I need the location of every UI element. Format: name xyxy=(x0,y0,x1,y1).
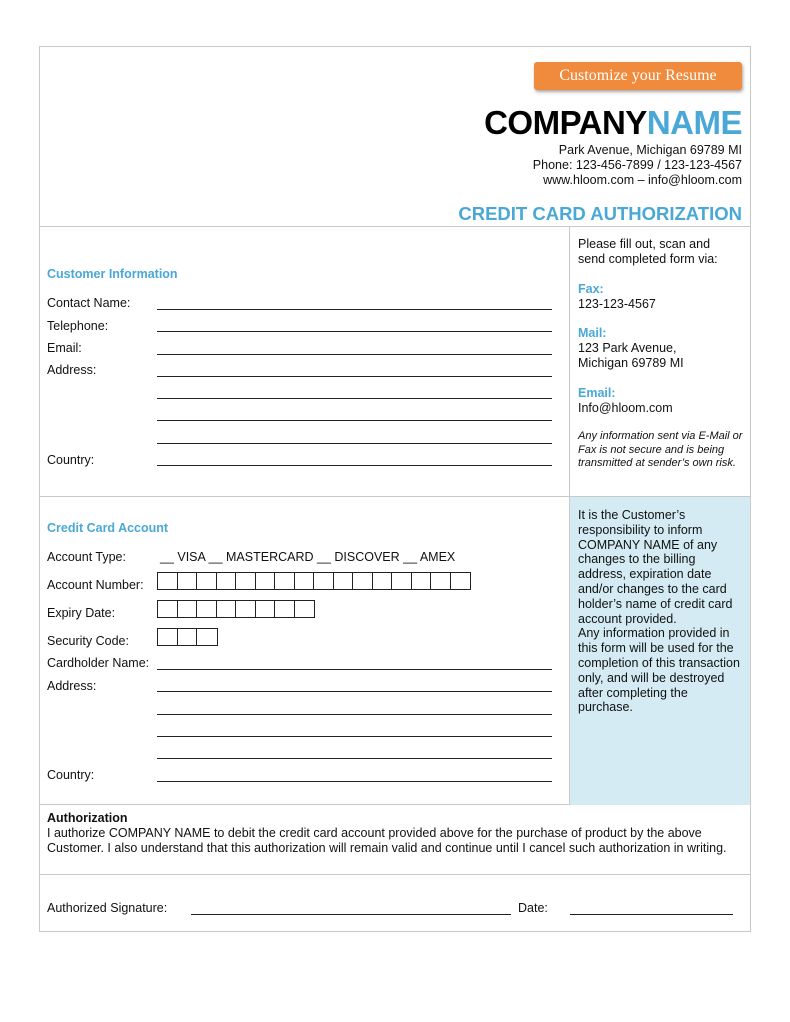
address-field-line4[interactable] xyxy=(157,443,552,444)
date-label: Date: xyxy=(518,901,548,915)
signature-label: Authorized Signature: xyxy=(47,901,168,915)
date-field[interactable] xyxy=(570,914,733,915)
email-label: Email: xyxy=(47,341,82,355)
security-code-boxes[interactable] xyxy=(157,628,218,646)
telephone-label: Telephone: xyxy=(47,319,109,333)
instructions-intro: Please fill out, scan and send completed form via: xyxy=(578,237,718,266)
email-contact-value[interactable]: Info@hloom.com xyxy=(578,401,673,415)
address-field-line1[interactable] xyxy=(157,376,552,377)
responsibility-para2: Any information provided in this form will be used for the completion of this transaction only, and will be destroyed after completing the purchase. xyxy=(578,626,740,715)
cardholder-name-field[interactable] xyxy=(157,669,552,670)
email-contact-label: Email: xyxy=(578,386,616,400)
security-warning: Any information sent via E-Mail or Fax is not secure and is being transmitted at sender’s own risk. xyxy=(578,430,743,469)
company-address: Park Avenue, Michigan 69789 MI xyxy=(558,143,742,157)
expiry-date-boxes[interactable] xyxy=(157,600,315,618)
company-web: www.hloom.com – info@hloom.com xyxy=(543,173,742,187)
security-code-label: Security Code: xyxy=(47,634,129,648)
email-field[interactable] xyxy=(157,354,552,355)
card-account-heading: Credit Card Account xyxy=(47,521,169,535)
card-address-line1[interactable] xyxy=(157,691,552,692)
cardholder-name-label: Cardholder Name: xyxy=(47,656,150,670)
account-number-boxes[interactable] xyxy=(157,572,471,590)
account-type-label: Account Type: xyxy=(47,550,126,564)
customize-resume-button[interactable]: Customize your Resume xyxy=(534,62,742,90)
company-name xyxy=(484,104,742,142)
address-field-line3[interactable] xyxy=(157,420,552,421)
account-type-options[interactable]: __ VISA __ MASTERCARD __ DISCOVER __ AMEX xyxy=(160,550,456,564)
card-address-label: Address: xyxy=(47,679,97,693)
card-address-line2[interactable] xyxy=(157,714,552,715)
country-field[interactable] xyxy=(157,465,552,466)
form-title: CREDIT CARD AUTHORIZATION xyxy=(458,203,742,224)
signature-field[interactable] xyxy=(191,914,511,915)
mail-line2: Michigan 69789 MI xyxy=(578,356,684,370)
responsibility-para1: It is the Customer’s responsibility to inform COMPANY NAME of any changes to the billing address, expiration date and/or changes to the card holder’s name of credit card account provided. xyxy=(578,508,733,626)
card-address-line4[interactable] xyxy=(157,758,552,759)
company-phone: Phone: 123-456-7899 / 123-123-4567 xyxy=(532,158,742,172)
address-field-line2[interactable] xyxy=(157,398,552,399)
contact-name-field[interactable] xyxy=(157,309,552,310)
card-country-field[interactable] xyxy=(157,781,552,782)
responsibility-text xyxy=(578,508,746,715)
account-number-label: Account Number: xyxy=(47,578,144,592)
divider-header xyxy=(39,226,751,227)
card-address-line3[interactable] xyxy=(157,736,552,737)
expiry-date-label: Expiry Date: xyxy=(47,606,116,620)
divider-authorization xyxy=(39,874,751,875)
fax-label: Fax: xyxy=(578,282,604,296)
card-country-label: Country: xyxy=(47,768,95,782)
authorization-text: I authorize COMPANY NAME to debit the credit card account provided above for the purchase of product by the above Customer. I also understand that this authorization will remain valid and continue until I cancel such authorization in writing. xyxy=(47,826,727,855)
country-label: Country: xyxy=(47,453,95,467)
fax-value: 123-123-4567 xyxy=(578,297,656,311)
telephone-field[interactable] xyxy=(157,331,552,332)
company-name-part1: COMPANY xyxy=(484,104,647,141)
address-label: Address: xyxy=(47,363,97,377)
company-name-part2: NAME xyxy=(646,104,742,141)
authorization-title: Authorization xyxy=(47,811,128,825)
customer-info-heading: Customer Information xyxy=(47,267,178,281)
contact-name-label: Contact Name: xyxy=(47,296,131,310)
mail-label: Mail: xyxy=(578,326,607,340)
mail-line1: 123 Park Avenue, xyxy=(578,341,677,355)
